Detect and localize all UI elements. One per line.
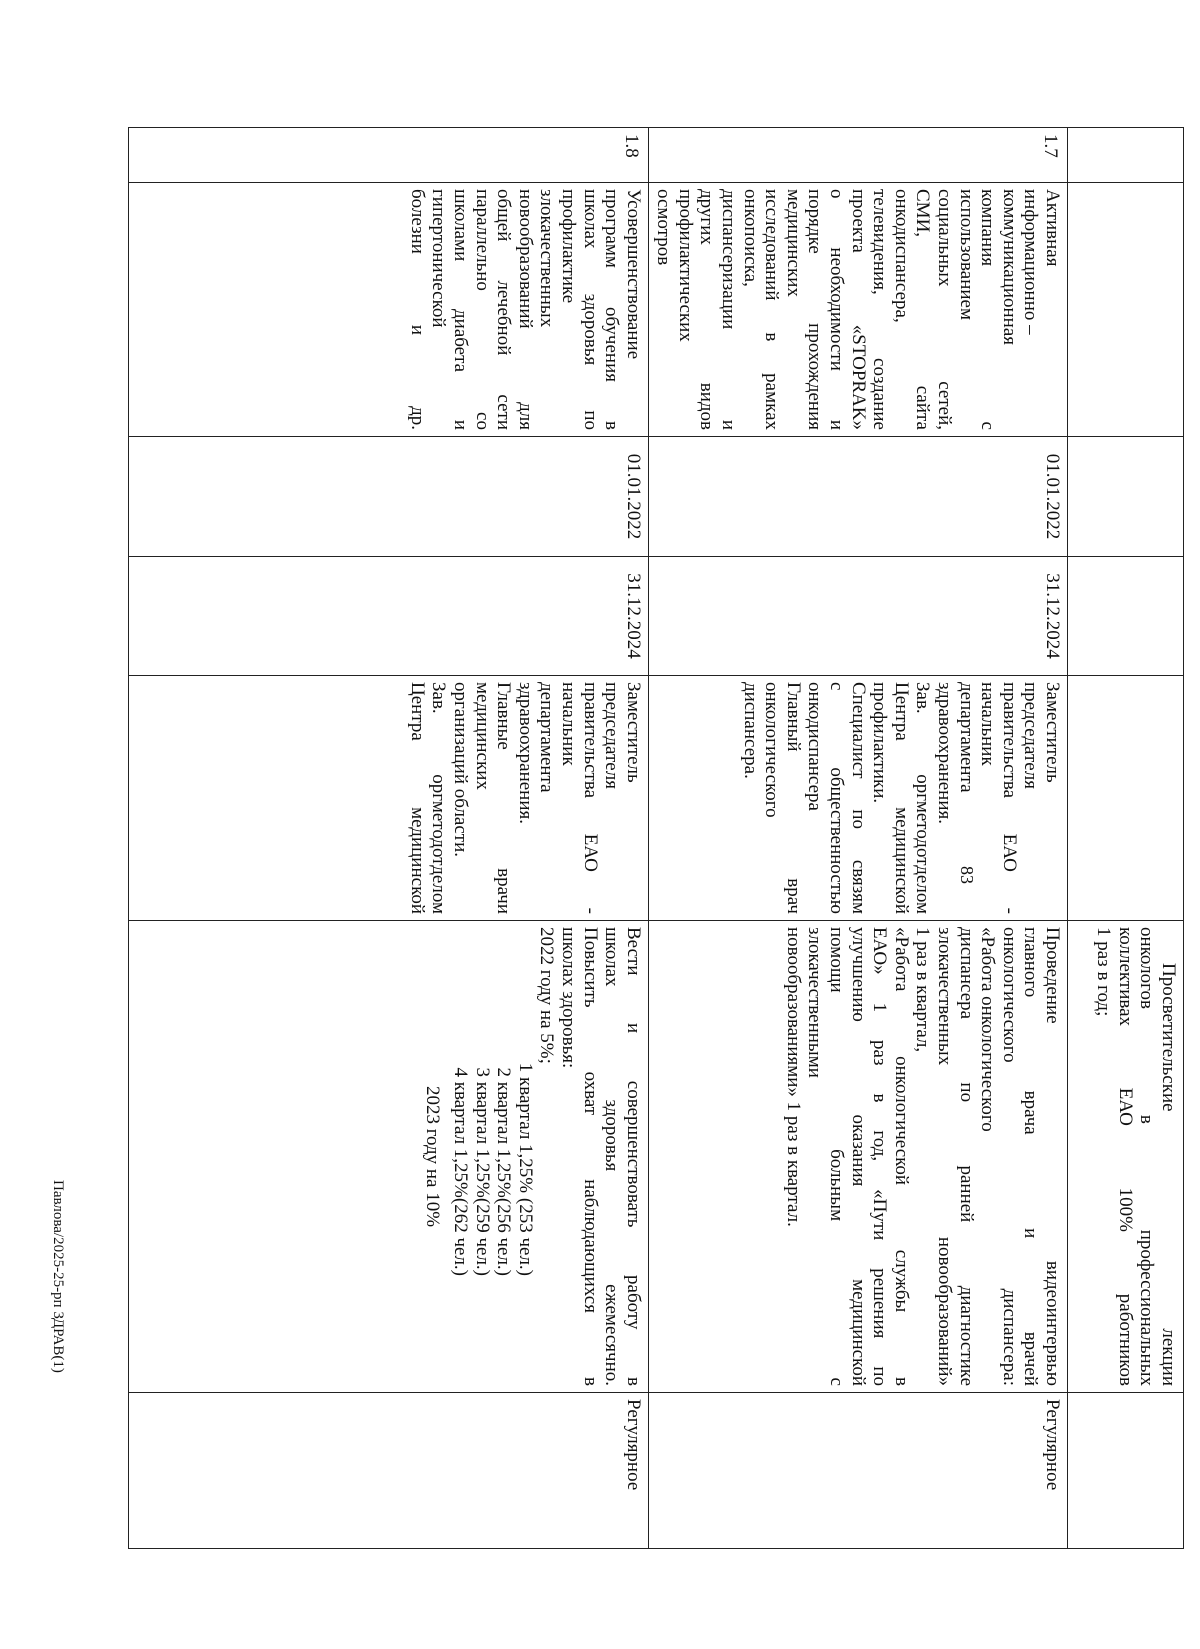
- text-line: улучшению оказания медицинской: [847, 927, 869, 1386]
- text-line: Усовершенствование: [622, 189, 644, 360]
- text-line: «Работа онкологической службы в: [890, 927, 912, 1386]
- text-line: правительства ЕАО -: [998, 682, 1020, 914]
- end-date: 31.12.2024: [648, 557, 1067, 676]
- measure-title-cell: [128, 183, 648, 437]
- text-line: медицинских: [471, 682, 493, 790]
- text-line: проекта «STOPRAK»: [847, 189, 869, 430]
- top-result-cell: [1068, 921, 1184, 1393]
- text-line: Вести и совершенствовать работу в: [622, 927, 644, 1386]
- text-line: департамента: [536, 682, 558, 793]
- result-cell: [648, 921, 1067, 1393]
- start-date: 01.01.2022: [128, 437, 648, 557]
- text-line: Зав. оргметодотделом: [428, 682, 450, 914]
- text-line: Центра медицинской: [890, 682, 912, 914]
- text-line: 1 раз в год;: [1093, 927, 1115, 1017]
- footer-doc-id: Павлова/2025-25-рп ЗДРАВ(1): [50, 1180, 66, 1373]
- text-line: диспансера.: [739, 682, 761, 779]
- text-line: информационно –: [1020, 189, 1042, 335]
- text-line: злокачественными: [804, 927, 826, 1078]
- quarter-line: 1 квартал 1,25% (253 чел.): [514, 1062, 536, 1276]
- table-row-top: [1068, 128, 1184, 1549]
- text-line: школах здоровья по: [579, 189, 601, 430]
- text-line: с общественностью: [826, 682, 848, 914]
- text-line: организаций области.: [449, 682, 471, 858]
- text-line: использованием: [955, 189, 977, 321]
- row-number: 1.8: [128, 128, 648, 183]
- end-date: 31.12.2024: [128, 557, 648, 676]
- text-line: болезни и др.: [406, 189, 428, 430]
- text-line: начальник: [557, 682, 579, 766]
- text-line: Заместитель: [622, 682, 644, 783]
- text-line: департамента: [955, 682, 977, 793]
- text-line: онкологического диспансера:: [998, 927, 1020, 1386]
- text-line: Центра медицинской: [406, 682, 428, 914]
- text-line: здравоохранения.: [934, 682, 956, 824]
- text-line: других видов: [696, 189, 718, 430]
- text-line: коммуникационная: [998, 189, 1020, 346]
- text-line: профилактических: [674, 189, 696, 342]
- text-line: здравоохранения.: [514, 682, 536, 824]
- text-line: порядке прохождения: [804, 189, 826, 430]
- row-number: 1.7: [648, 128, 1067, 183]
- text-line: злокачественных: [536, 189, 558, 328]
- text-line: профилактики.: [869, 682, 891, 804]
- quarter-line: 3 квартал 1,25%(259 чел.): [471, 1067, 493, 1276]
- text-line: новообразованиями» 1 раз в квартал.: [782, 927, 804, 1227]
- text-line: председателя: [1020, 682, 1042, 789]
- text-line: начальник: [977, 682, 999, 766]
- text-line: параллельно со: [471, 189, 493, 430]
- text-line: Зав. оргметодотделом: [912, 682, 934, 914]
- text-line: Повысить охват наблюдающихся в: [579, 927, 601, 1386]
- text-line: школах здоровья:: [557, 927, 579, 1069]
- text-line: Проведение видеоинтервью: [1042, 927, 1063, 1386]
- table-row-1-7: [648, 128, 1067, 1549]
- text-line: компания с: [977, 189, 999, 430]
- quarter-line: 2 квартал 1,25%(256 чел.): [493, 1067, 515, 1276]
- text-line: помощи больным с: [826, 927, 848, 1386]
- text-line: «Работа онкологического: [977, 927, 999, 1132]
- measure-title-cell: [648, 183, 1067, 437]
- text-line: Главные врачи: [493, 682, 515, 914]
- measures-table: [128, 127, 1184, 1549]
- text-line: коллективах ЕАО 100% работников: [1114, 927, 1136, 1386]
- text-line: главного врача и врачей: [1020, 927, 1042, 1386]
- text-line: онкологов в профессиональных: [1136, 927, 1158, 1386]
- text-line: общей лечебной сети: [493, 189, 515, 430]
- text-line: новообразований для: [514, 189, 536, 430]
- text-line: онкодиспансера,: [890, 189, 912, 323]
- result-cell: [128, 921, 648, 1393]
- table-row-1-8: [128, 128, 648, 1549]
- text-line: медицинских: [782, 189, 804, 297]
- text-line: Заместитель: [1042, 682, 1063, 783]
- text-line: исследований в рамках: [761, 189, 783, 430]
- page-number: 83: [957, 866, 977, 884]
- text-line: Главный врач: [782, 682, 804, 914]
- text-line: профилактике: [557, 189, 579, 304]
- text-line: Активная: [1042, 189, 1063, 267]
- text-line: ЕАО» 1 раз в год, «Пути решения по: [869, 927, 891, 1386]
- text-line: телевидения, создание: [869, 189, 891, 430]
- frequency-cell: Регулярное: [128, 1393, 648, 1549]
- responsible-cell: [128, 676, 648, 921]
- text-line: школами диабета и: [449, 189, 471, 430]
- text-line: гипертонической: [428, 189, 450, 328]
- text-line: Просветительские лекции: [1158, 963, 1179, 1386]
- text-line: 2023 году на 10%: [422, 1085, 444, 1228]
- start-date: 01.01.2022: [648, 437, 1067, 557]
- text-line: осмотров: [653, 189, 675, 266]
- text-line: школах здоровья ежемесячно.: [601, 927, 623, 1386]
- text-line: социальных сетей,: [934, 189, 956, 430]
- responsible-cell: [648, 676, 1067, 921]
- text-line: диспансеризации и: [718, 189, 740, 430]
- text-line: 1 раз в квартал,: [912, 927, 934, 1053]
- text-line: правительства ЕАО -: [579, 682, 601, 914]
- text-line: онкологического: [761, 682, 783, 818]
- quarter-line: 4 квартал 1,25%(262 чел.): [449, 1067, 471, 1276]
- text-line: 2022 году на 5%;: [536, 927, 558, 1064]
- text-line: о необходимости и: [826, 189, 848, 430]
- text-line: диспансера по ранней диагностике: [955, 927, 977, 1386]
- text-line: Специалист по связям: [847, 682, 869, 914]
- text-line: онкодиспансера: [804, 682, 826, 811]
- text-line: СМИ, сайта: [912, 189, 934, 430]
- frequency-cell: Регулярное: [648, 1393, 1067, 1549]
- text-line: программ обучения в: [601, 189, 623, 430]
- text-line: онкопоиска,: [739, 189, 761, 287]
- text-line: злокачественных новообразований»: [934, 927, 956, 1386]
- text-line: председателя: [601, 682, 623, 789]
